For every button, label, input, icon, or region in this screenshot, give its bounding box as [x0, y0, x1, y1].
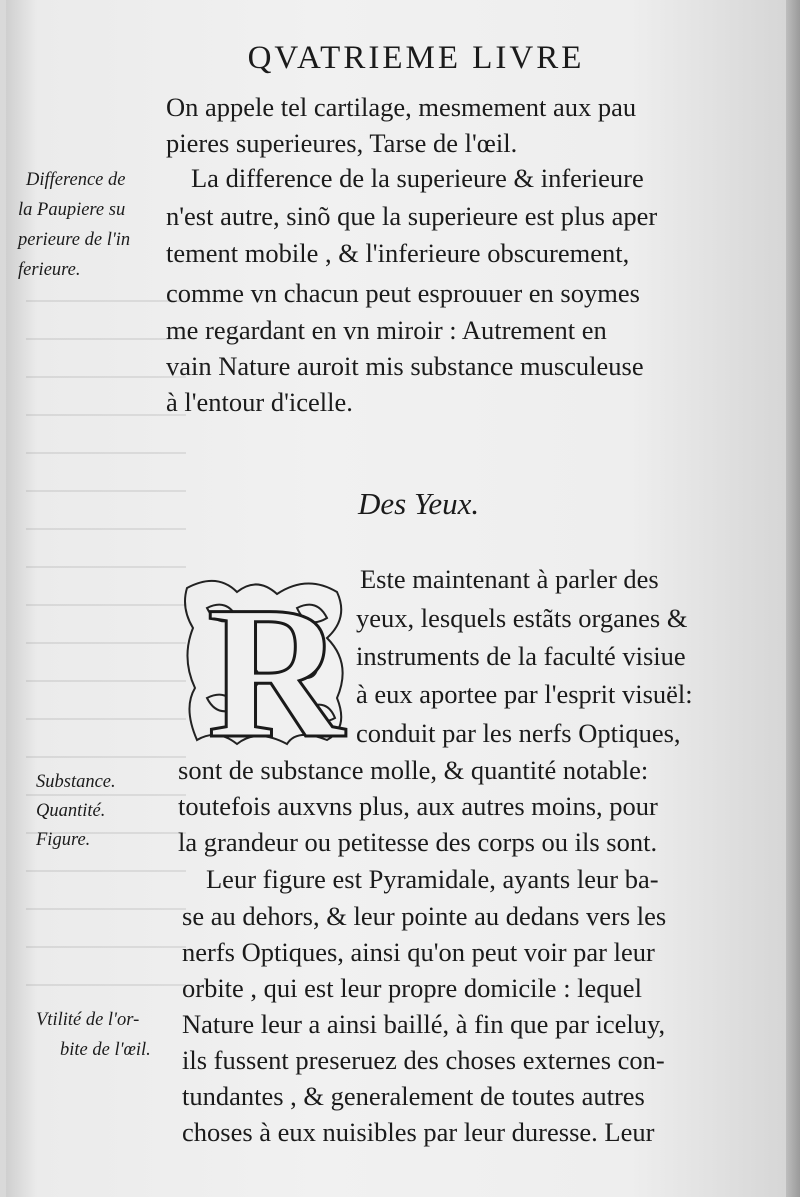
text-line: se au dehors, & leur pointe au dedans vers les: [182, 901, 667, 931]
text-line: orbite , qui est leur propre domicile : lequel: [182, 973, 642, 1003]
text-line: tundantes , & generalement de toutes autres: [182, 1081, 645, 1111]
page-edge: [786, 0, 800, 1197]
text-line: choses à eux nuisibles par leur duresse. Leur: [182, 1117, 655, 1147]
text-line: me regardant en vn miroir : Autrement en: [166, 315, 607, 345]
text-line: à eux aportee par l'esprit visuël:: [356, 679, 693, 709]
text-line: Leur figure est Pyramidale, ayants leur ba-: [206, 864, 659, 894]
margin-note: ferieure.: [18, 260, 81, 280]
margin-note: la Paupiere su: [18, 200, 126, 220]
margin-note: Figure.: [36, 830, 91, 850]
book-page: [6, 0, 786, 1197]
text-line: Este maintenant à parler des: [360, 564, 659, 594]
text-line: La difference de la superieure & inferieure: [191, 163, 644, 193]
text-line: nerfs Optiques, ainsi qu'on peut voir par leur: [182, 937, 655, 967]
text-line: n'est autre, sinõ que la superieure est plus aper: [166, 201, 658, 231]
text-line: tement mobile , & l'inferieure obscurement,: [166, 238, 630, 268]
running-head: QVATRIEME LIVRE: [247, 40, 585, 76]
text-line: la grandeur ou petitesse des corps ou ils sont.: [178, 827, 658, 857]
margin-note: Difference de: [26, 170, 126, 190]
text-line: Nature leur a ainsi baillé, à fin que par iceluy,: [182, 1009, 666, 1039]
margin-note: perieure de l'in: [18, 230, 131, 250]
margin-note: Quantité.: [36, 801, 106, 821]
margin-note: Substance.: [36, 772, 116, 792]
show-through-text: [26, 300, 186, 1000]
text-line: vain Nature auroit mis substance musculeuse: [166, 351, 644, 381]
text-line: instruments de la faculté visiue: [356, 641, 686, 671]
text-line: sont de substance molle, & quantité notable:: [178, 755, 649, 785]
text-line: à l'entour d'icelle.: [166, 387, 353, 417]
margin-note: Vtilité de l'or-: [36, 1010, 140, 1030]
text-line: toutefois auxvns plus, aux autres moins, pour: [178, 791, 658, 821]
margin-note: bite de l'œil.: [60, 1040, 151, 1060]
text-line: ils fussent preseruez des choses externes con-: [182, 1045, 665, 1075]
initial-letter: R: [207, 568, 345, 748]
decorated-initial: [177, 568, 357, 748]
text-line: On appele tel cartilage, mesmement aux pau: [166, 92, 637, 122]
section-title: Des Yeux.: [358, 486, 480, 521]
text-line: comme vn chacun peut esprouuer en soymes: [166, 278, 640, 308]
text-line: conduit par les nerfs Optiques,: [356, 718, 681, 748]
text-line: yeux, lesquels estãts organes &: [356, 603, 688, 633]
text-line: pieres superieures, Tarse de l'œil.: [166, 128, 518, 158]
